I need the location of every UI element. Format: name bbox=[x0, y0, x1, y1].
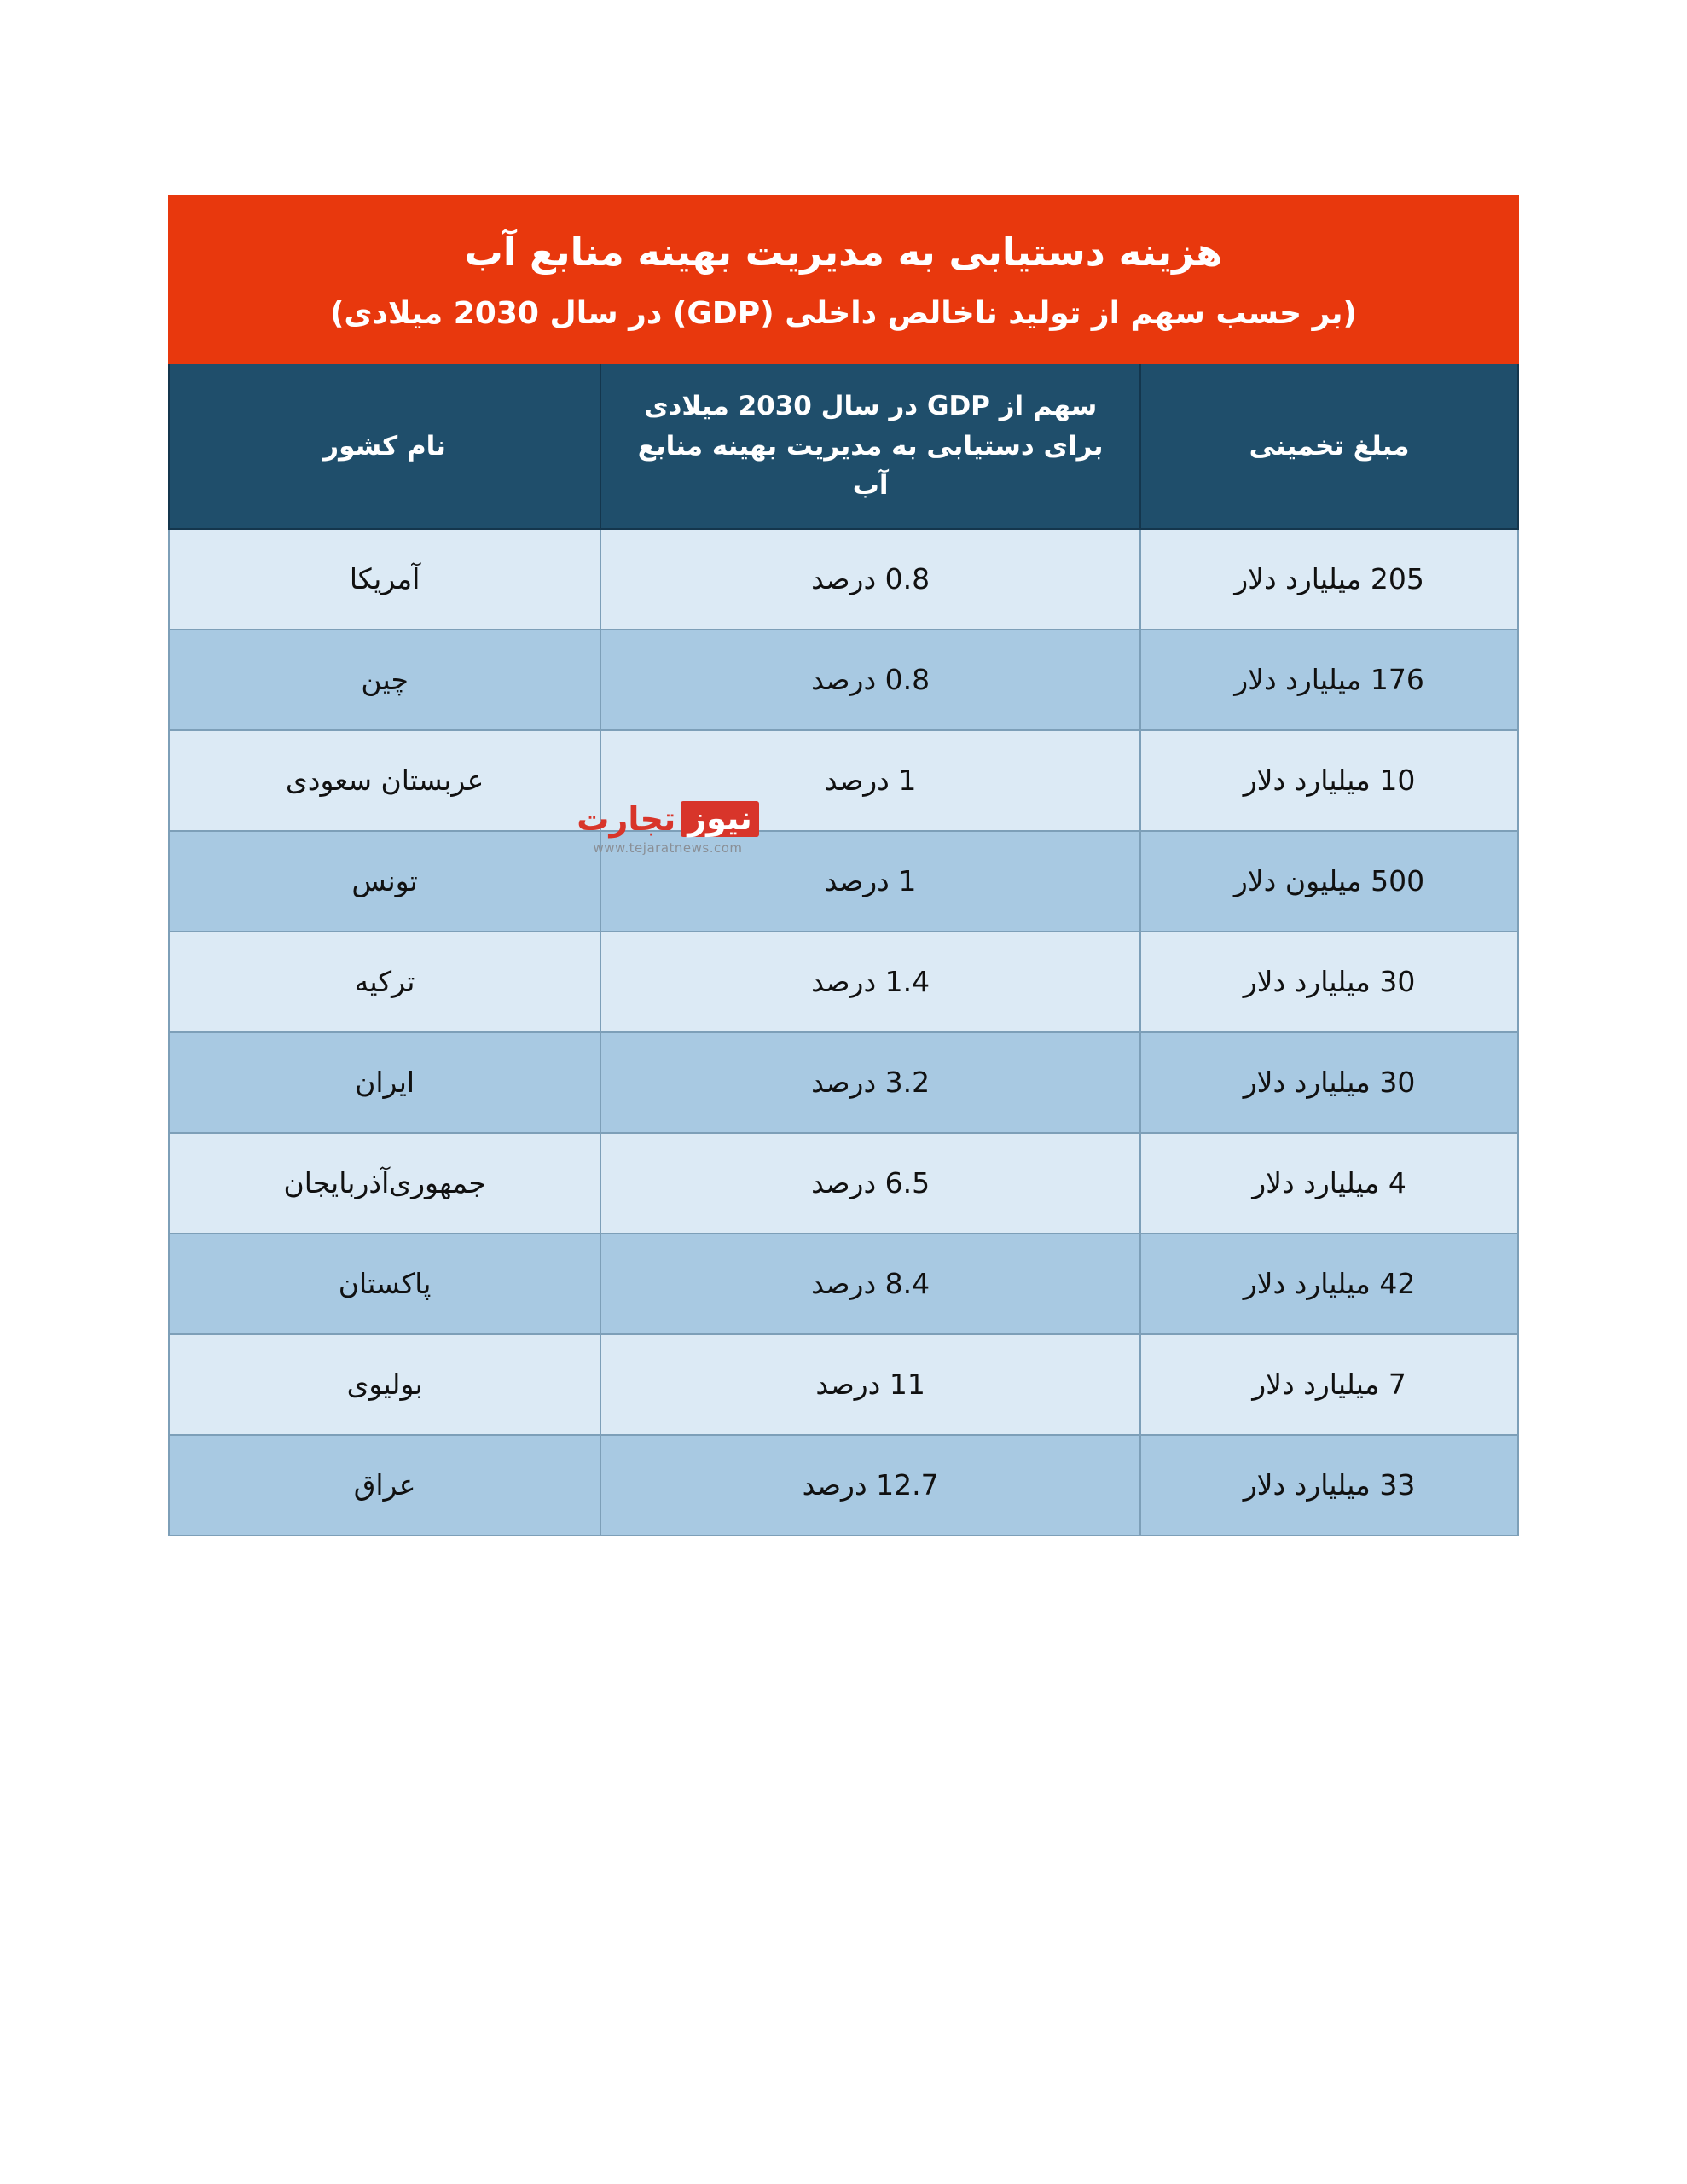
cell-amount: 30 میلیارد دلار bbox=[1140, 932, 1518, 1032]
column-header-amount: مبلغ تخمینی bbox=[1140, 363, 1518, 529]
table-row bbox=[169, 1032, 1518, 1133]
cell-amount: 33 میلیارد دلار bbox=[1140, 1435, 1518, 1536]
table-title-cell bbox=[169, 195, 1518, 363]
column-header-row bbox=[169, 363, 1518, 529]
cell-amount: 7 میلیارد دلار bbox=[1140, 1334, 1518, 1435]
cell-share: 0.8 درصد bbox=[600, 630, 1140, 730]
cell-share: 0.8 درصد bbox=[600, 529, 1140, 630]
table-container bbox=[168, 195, 1519, 1536]
table-row bbox=[169, 1435, 1518, 1536]
page-subtitle: (بر حسب سهم از تولید ناخالص داخلی (GDP) در سال 2030 میلادی) bbox=[329, 295, 1358, 331]
cell-share: 1.4 درصد bbox=[600, 932, 1140, 1032]
table-body bbox=[169, 529, 1518, 1536]
cell-country: ترکیه bbox=[169, 932, 600, 1032]
cell-amount: 30 میلیارد دلار bbox=[1140, 1032, 1518, 1133]
cell-amount: 10 میلیارد دلار bbox=[1140, 730, 1518, 831]
cell-amount: 205 میلیارد دلار bbox=[1140, 529, 1518, 630]
cell-country: آمریکا bbox=[169, 529, 600, 630]
column-header-country: نام کشور bbox=[169, 363, 600, 529]
cell-country: ایران bbox=[169, 1032, 600, 1133]
cell-share: 1 درصد bbox=[600, 831, 1140, 932]
cell-share: 12.7 درصد bbox=[600, 1435, 1140, 1536]
watermark-url: www.tejaratnews.com bbox=[593, 840, 743, 856]
table-row bbox=[169, 831, 1518, 932]
table-row bbox=[169, 630, 1518, 730]
table-row bbox=[169, 1334, 1518, 1435]
cell-country: عربستان سعودی bbox=[169, 730, 600, 831]
watermark-word-news: نیوز bbox=[681, 801, 758, 837]
cell-share: 6.5 درصد bbox=[600, 1133, 1140, 1234]
cell-country: تونس bbox=[169, 831, 600, 932]
cell-amount: 42 میلیارد دلار bbox=[1140, 1234, 1518, 1334]
water-cost-table bbox=[168, 195, 1519, 1536]
watermark-word-tejarat: تجارت bbox=[577, 800, 676, 838]
column-header-share: سهم از GDP در سال 2030 میلادی برای دستیابی به مدیریت بهینه منابع آب bbox=[600, 363, 1140, 529]
cell-country: بولیوی bbox=[169, 1334, 600, 1435]
table-row bbox=[169, 1234, 1518, 1334]
cell-share: 1 درصد bbox=[600, 730, 1140, 831]
table-row bbox=[169, 932, 1518, 1032]
title-row bbox=[169, 195, 1518, 363]
cell-country: جمهوری‌آذربایجان bbox=[169, 1133, 600, 1234]
cell-amount: 176 میلیارد دلار bbox=[1140, 630, 1518, 730]
cell-share: 8.4 درصد bbox=[600, 1234, 1140, 1334]
table-row bbox=[169, 529, 1518, 630]
table-row bbox=[169, 730, 1518, 831]
cell-country: چین bbox=[169, 630, 600, 730]
cell-country: پاکستان bbox=[169, 1234, 600, 1334]
page-title: هزینه دستیابی به مدیریت بهینه منابع آب bbox=[464, 229, 1223, 275]
table-row bbox=[169, 1133, 1518, 1234]
cell-amount: 4 میلیارد دلار bbox=[1140, 1133, 1518, 1234]
cell-share: 3.2 درصد bbox=[600, 1032, 1140, 1133]
cell-country: عراق bbox=[169, 1435, 600, 1536]
cell-amount: 500 میلیون دلار bbox=[1140, 831, 1518, 932]
cell-share: 11 درصد bbox=[600, 1334, 1140, 1435]
